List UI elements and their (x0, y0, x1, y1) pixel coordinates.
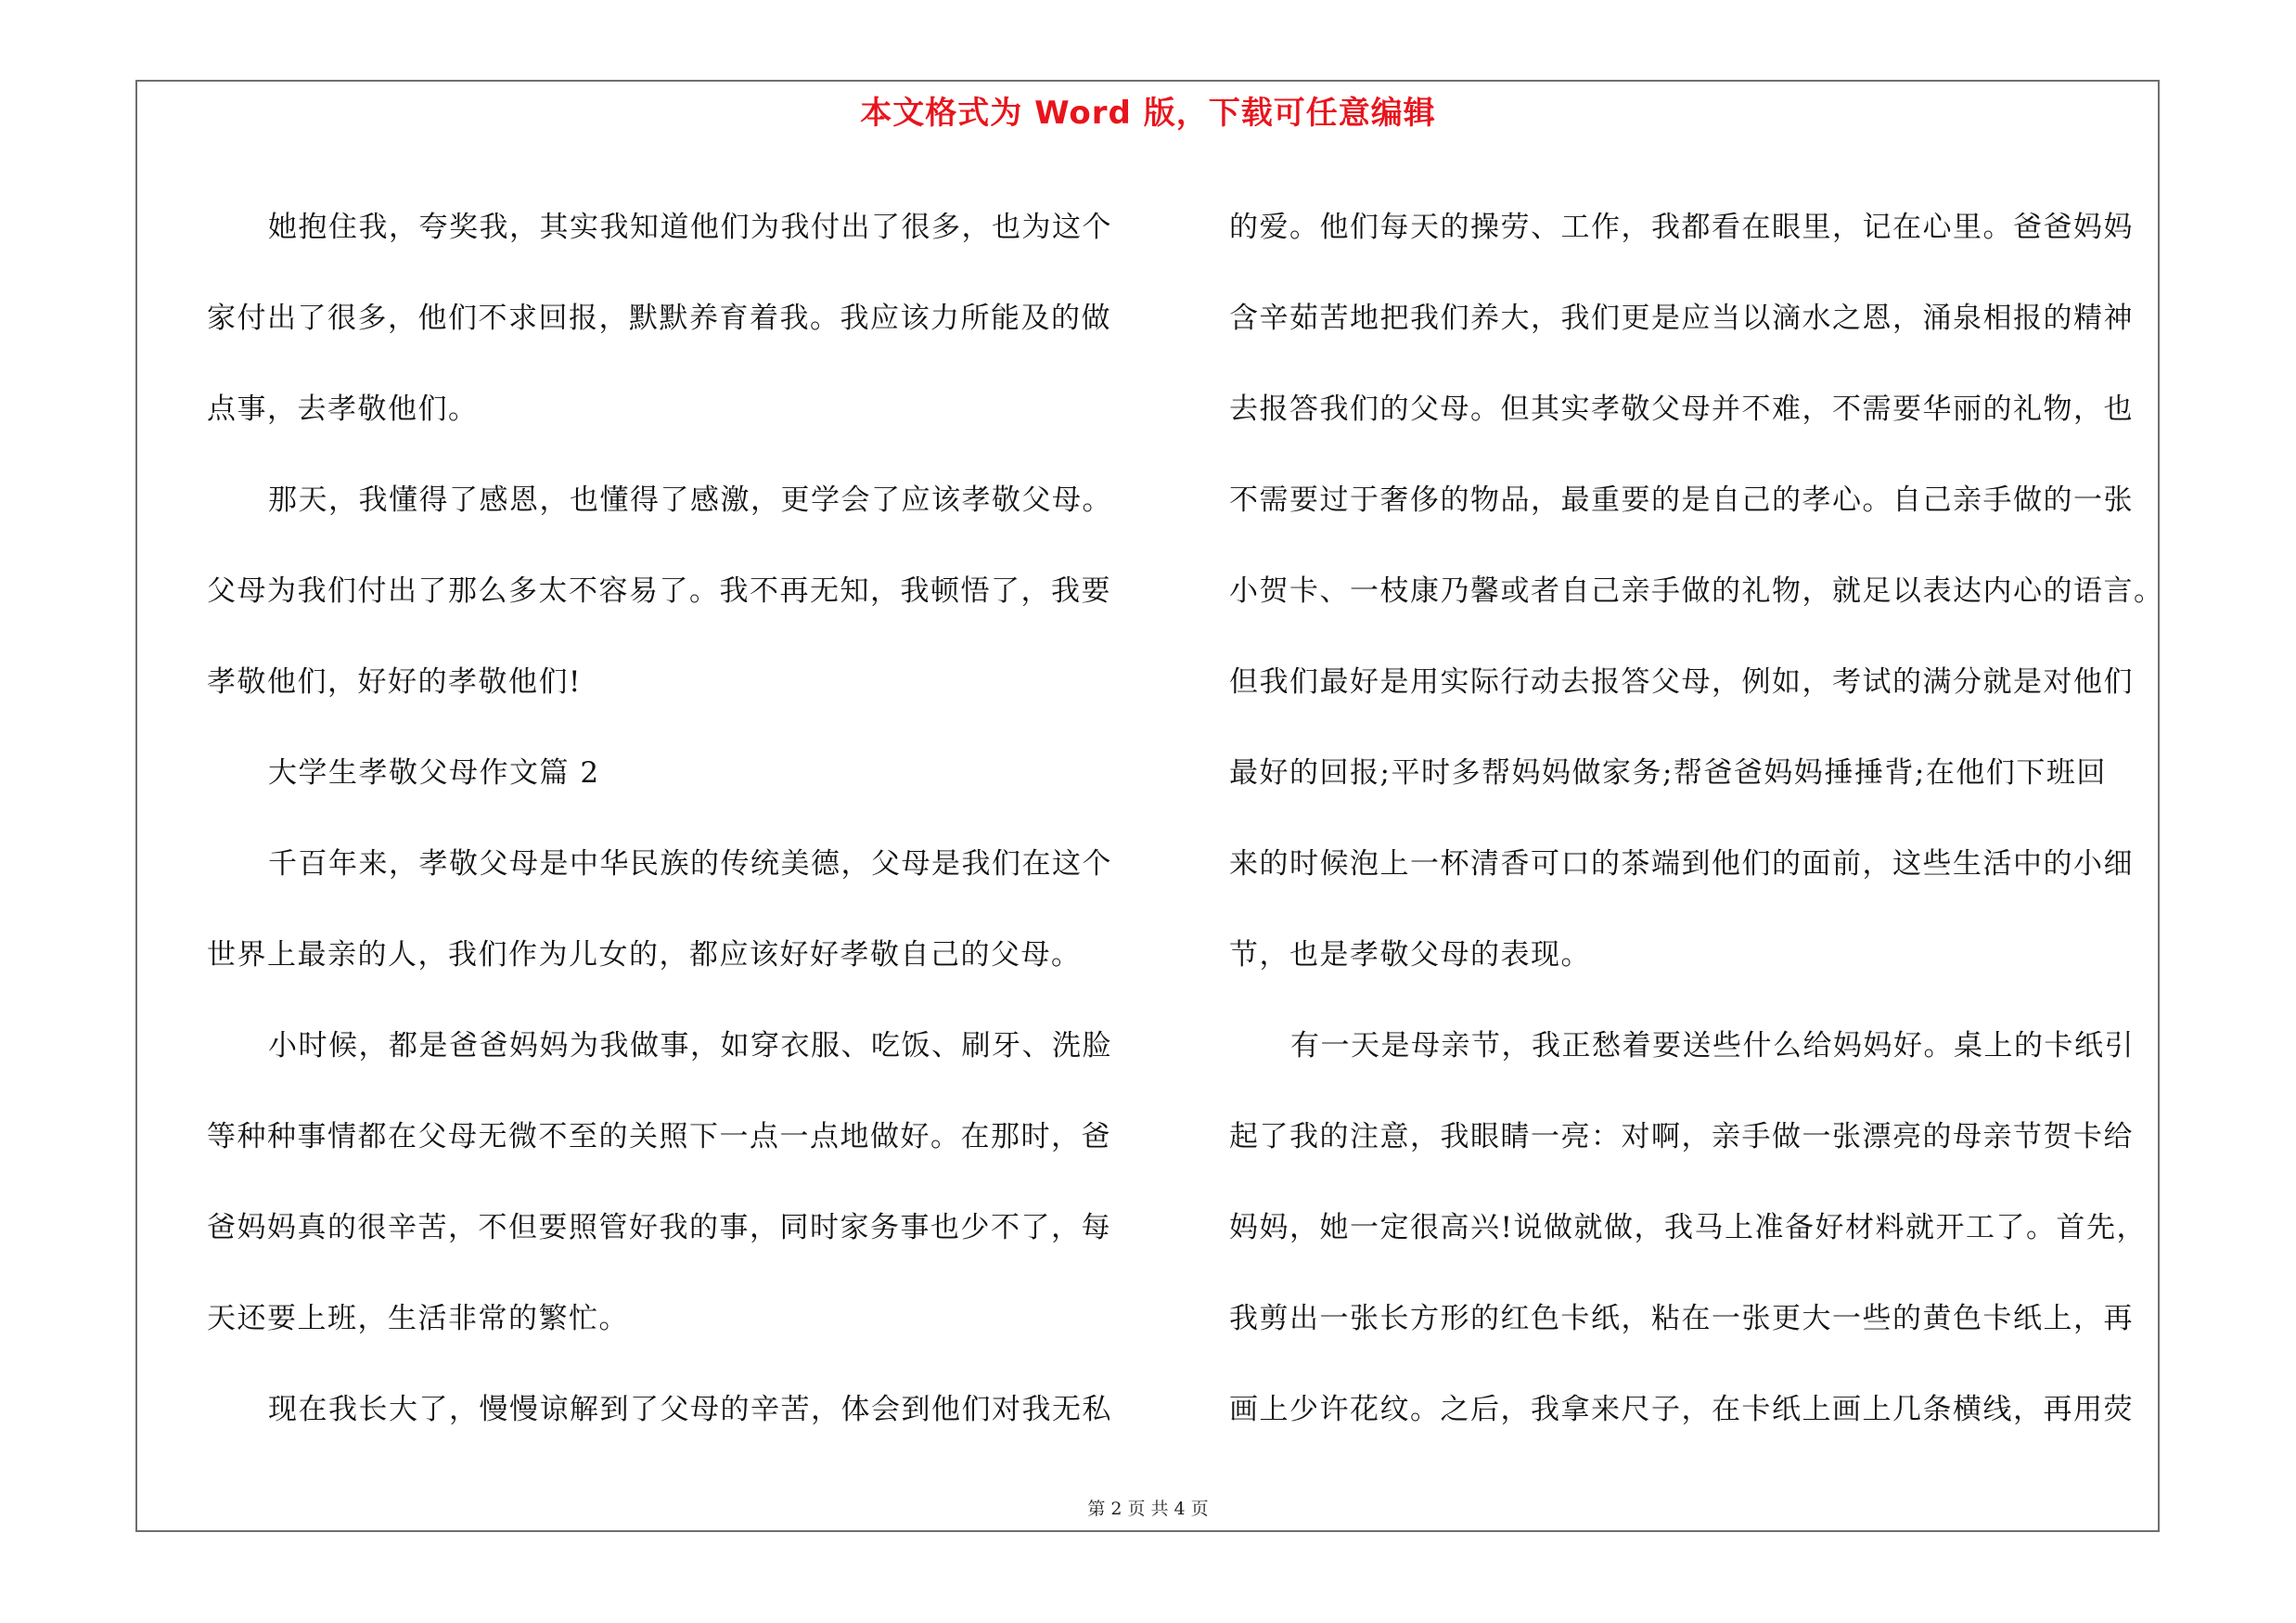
paragraph-line: 去报答我们的父母。但其实孝敬父母并不难，不需要华丽的礼物，也 (1229, 393, 2134, 426)
paragraph-line: 画上少许花纹。之后，我拿来尺子，在卡纸上画上几条横线，再用荧 (1229, 1393, 2134, 1426)
page-number-footer: 第 2 页 共 4 页 (1087, 1499, 1209, 1519)
paragraph-line: 千百年来，孝敬父母是中华民族的传统美德，父母是我们在这个 (268, 847, 1112, 881)
section-heading: 大学生孝敬父母作文篇 2 (268, 756, 600, 790)
paragraph-line: 我剪出一张长方形的红色卡纸，粘在一张更大一些的黄色卡纸上，再 (1229, 1302, 2134, 1335)
paragraph-line: 父母为我们付出了那么多太不容易了。我不再无知，我顿悟了，我要 (207, 574, 1111, 608)
paragraph-line: 那天，我懂得了感恩，也懂得了感激，更学会了应该孝敬父母。 (268, 483, 1112, 517)
paragraph-line: 但我们最好是用实际行动去报答父母，例如，考试的满分就是对他们 (1229, 665, 2134, 699)
paragraph-line: 现在我长大了，慢慢谅解到了父母的辛苦，体会到他们对我无私 (268, 1393, 1112, 1426)
paragraph-line: 来的时候泡上一杯清香可口的茶端到他们的面前，这些生活中的小细 (1229, 847, 2134, 881)
paragraph-line: 不需要过于奢侈的物品，最重要的是自己的孝心。自己亲手做的一张 (1229, 483, 2134, 517)
paragraph-line: 含辛茹苦地把我们养大，我们更是应当以滴水之恩，涌泉相报的精神 (1229, 302, 2134, 335)
left-column (207, 182, 1121, 1455)
paragraph-line: 节，也是孝敬父母的表现。 (1229, 938, 1591, 972)
paragraph-line: 世界上最亲的人，我们作为儿女的，都应该好好孝敬自己的父母。 (207, 938, 1082, 972)
paragraph-line: 最好的回报;平时多帮妈妈做家务;帮爸爸妈妈捶捶背;在他们下班回 (1229, 756, 2107, 790)
paragraph-line: 天还要上班，生活非常的繁忙。 (207, 1302, 629, 1335)
paragraph-line: 孝敬他们，好好的孝敬他们! (207, 665, 582, 699)
paragraph-line: 她抱住我，夸奖我，其实我知道他们为我付出了很多，也为这个 (268, 211, 1112, 244)
paragraph-line: 有一天是母亲节，我正愁着要送些什么给妈妈好。桌上的卡纸引 (1290, 1029, 2135, 1063)
paragraph-line: 起了我的注意，我眼睛一亮：对啊，亲手做一张漂亮的母亲节贺卡给 (1229, 1120, 2134, 1153)
paragraph-line: 点事，去孝敬他们。 (207, 393, 479, 426)
paragraph-line: 妈妈，她一定很高兴!说做就做，我马上准备好材料就开工了。首先， (1229, 1211, 2147, 1244)
paragraph-line: 等种种事情都在父母无微不至的关照下一点一点地做好。在那时，爸 (207, 1120, 1111, 1153)
paragraph-line: 小时候，都是爸爸妈妈为我做事，如穿衣服、吃饭、刷牙、洗脸 (268, 1029, 1112, 1063)
paragraph-line: 家付出了很多，他们不求回报，默默养育着我。我应该力所能及的做 (207, 302, 1111, 335)
right-column (1229, 182, 2164, 1455)
paragraph-line: 爸妈妈真的很辛苦，不但要照管好我的事，同时家务事也少不了，每 (207, 1211, 1111, 1244)
header-banner: 本文格式为 Word 版，下载可任意编辑 (860, 95, 1436, 132)
paragraph-line: 的爱。他们每天的操劳、工作，我都看在眼里，记在心里。爸爸妈妈 (1229, 211, 2134, 244)
paragraph-line: 小贺卡、一枝康乃馨或者自己亲手做的礼物，就足以表达内心的语言。 (1229, 574, 2164, 608)
